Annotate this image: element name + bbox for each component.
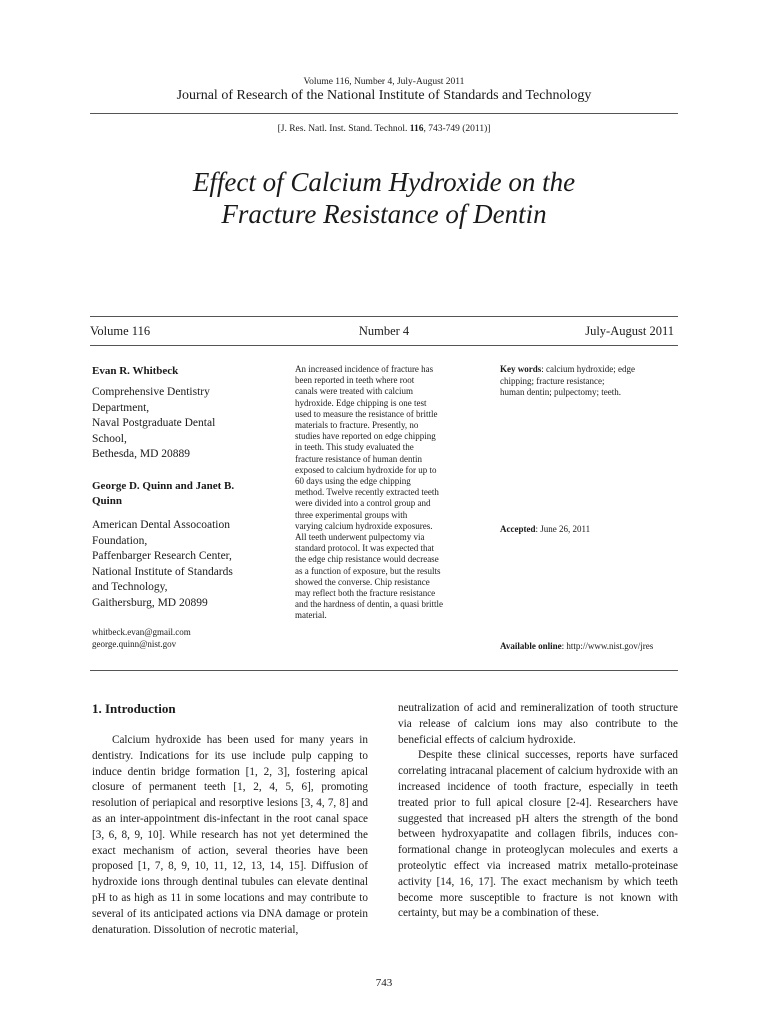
title-line-1: Effect of Calcium Hydroxide on the (192, 167, 576, 197)
page-number: 743 (375, 977, 393, 989)
author-name-2 (92, 479, 272, 509)
meta-date: July-August 2011 (585, 324, 674, 338)
article-title (0, 166, 768, 230)
abstract-line: 60 days using the edge chipping (295, 476, 411, 487)
abstract-line: standard protocol. It was expected that (295, 543, 434, 554)
keywords-line: human dentin; pulpectomy; teeth. (500, 387, 621, 397)
keywords-line: chipping; fracture resistance; (500, 375, 605, 386)
affiliation-line: Naval Postgraduate Dental (92, 417, 216, 429)
paragraph: neutralization of acid and remineralization of tooth structure via release of calcium ions may also contribute to the beneficial effects of calcium hydroxide. (398, 702, 678, 746)
meta-volume: Volume 116 (90, 324, 151, 338)
paragraph: Calcium hydroxide has been used for many years in dentistry. Indications for its use include pulp capping to induce dentin bridge formation [1, 2, 3], fostering apical closure of permanent teeth [1, 2, 4, 5, 6], promoting resolution of periapical and resorptive lesions [3, 4, 7, 8] and as an inter-appointment dis-infectant in the root canal space [3, 6, 8, 9, 10]. While research has not yet determined the exact mechanism of action, several theories have been proposed [1, 7, 8, 9, 10, 11, 12, 13, 14, 15]. Diffusion of hydroxide ions through dentinal tubules can elevate dentinal pH to as high as 11 in some locations and may contribute to several of its anticipated actions via DNA damage or protein denaturation. Dissolution of necrotic material, (92, 734, 368, 936)
abstract-line: the edge chip resistance would decrease (295, 554, 439, 565)
abstract-line: used to measure the resistance of brittle (295, 408, 438, 419)
available-label: Available online (500, 641, 562, 651)
author-emails (92, 626, 191, 650)
available-url[interactable]: : http://www.nist.gov/jres (561, 641, 654, 651)
author-name-1: Evan R. Whitbeck (92, 365, 179, 377)
title-line-2: Fracture Resistance of Dentin (221, 199, 547, 229)
abstract-line: method. Twelve recently extracted teeth (295, 487, 439, 498)
abstract-line: as a function of exposure, but the results (295, 565, 441, 576)
abstract-line: three experimental groups with (295, 509, 408, 520)
abstract-line: materials to fracture. Presently, no (295, 420, 419, 431)
body-column-left (92, 733, 368, 938)
abstract-line: canals were treated with calcium (295, 386, 413, 397)
citation-volume: 116 (409, 124, 424, 134)
abstract-line: fracture resistance of human dentin (295, 453, 422, 464)
affiliation-line: National Institute of Standards (92, 565, 233, 578)
abstract (295, 364, 467, 622)
keywords-line: : calcium hydroxide; edge (541, 364, 635, 374)
issue-line: Volume 116, Number 4, July-August 2011 (303, 77, 465, 87)
keywords-label: Key words (500, 364, 542, 374)
author-name-line: Quinn (92, 495, 122, 507)
meta-bottom-rule (90, 345, 678, 346)
abstract-line: An increased incidence of fracture has (295, 364, 434, 374)
author-affiliation-2 (92, 518, 282, 611)
journal-name: Journal of Research of the National Institute of Standards and Technology (176, 88, 592, 103)
abstract-line: studies have reported on edge chipping (295, 431, 436, 442)
section-heading-introduction: 1. Introduction (92, 701, 176, 716)
email-link[interactable]: george.quinn@nist.gov (92, 639, 177, 649)
abstract-line: All teeth underwent pulpectomy via (295, 532, 425, 543)
abstract-line: been reported in teeth where root (295, 375, 415, 386)
abstract-line: in teeth. This study evaluated the (295, 442, 414, 453)
citation-suffix: , 743-749 (2011)] (423, 124, 491, 134)
paragraph: Despite these clinical successes, reports have surfaced correlating intracanal placement of calcium hydroxide with an increased incidence of tooth fracture, especially in teeth treated prior to full apical closure [2-4]. Researchers have suggested that increased pH alters the strength of the bond between hydroxyapatite and collagen fibrils, induces con-formational change in proteoglycan molecules and exerts a proteolytic effect via increased matrix metallo-proteinase activity [14, 16, 17]. The exact mechanism by which teeth become more susceptible to fracture is not known with certainty, but may be a combination of these. (398, 749, 678, 920)
abstract-line: showed the converse. Chip resistance (295, 576, 430, 587)
abstract-line: hydroxide. Edge chipping is one test (295, 397, 427, 408)
author-name-line: George D. Quinn and Janet B. (92, 480, 235, 492)
body-column-right (398, 701, 678, 922)
meta-number: Number 4 (358, 324, 410, 338)
affiliation-line: Foundation, (92, 534, 148, 547)
abstract-line: were divided into a control group and (295, 498, 431, 509)
abstract-line: exposed to calcium hydroxide for up to (295, 464, 437, 475)
affiliation-line: Comprehensive Dentistry (92, 386, 210, 398)
affiliation-line: Gaithersburg, MD 20899 (92, 596, 208, 609)
affiliation-line: Department, (92, 401, 150, 414)
abstract-line: may reflect both the fracture resistance (295, 588, 436, 599)
affiliation-line: and Technology, (92, 581, 168, 593)
accepted-label: Accepted (500, 524, 536, 534)
citation-prefix: [J. Res. Natl. Inst. Stand. Technol. (277, 124, 410, 134)
abstract-line: material. (295, 610, 327, 621)
meta-top-rule (90, 316, 678, 317)
body-top-rule (90, 670, 678, 671)
affiliation-line: American Dental Assocoation (92, 519, 230, 531)
author-affiliation-1 (92, 385, 282, 463)
citation (0, 124, 768, 134)
keywords (500, 364, 690, 399)
accepted-value: : June 26, 2011 (535, 524, 591, 534)
email-link[interactable]: whitbeck.evan@gmail.com (92, 627, 191, 637)
affiliation-line: Paffenbarger Research Center, (92, 550, 232, 562)
abstract-line: and the hardness of dentin, a quasi brittle (295, 599, 443, 610)
affiliation-line: School, (92, 432, 127, 445)
affiliation-line: Bethesda, MD 20889 (92, 448, 191, 460)
abstract-line: varying calcium hydroxide exposures. (295, 520, 433, 531)
header-rule (90, 113, 678, 114)
accepted-date (500, 524, 590, 534)
available-online (500, 641, 653, 651)
